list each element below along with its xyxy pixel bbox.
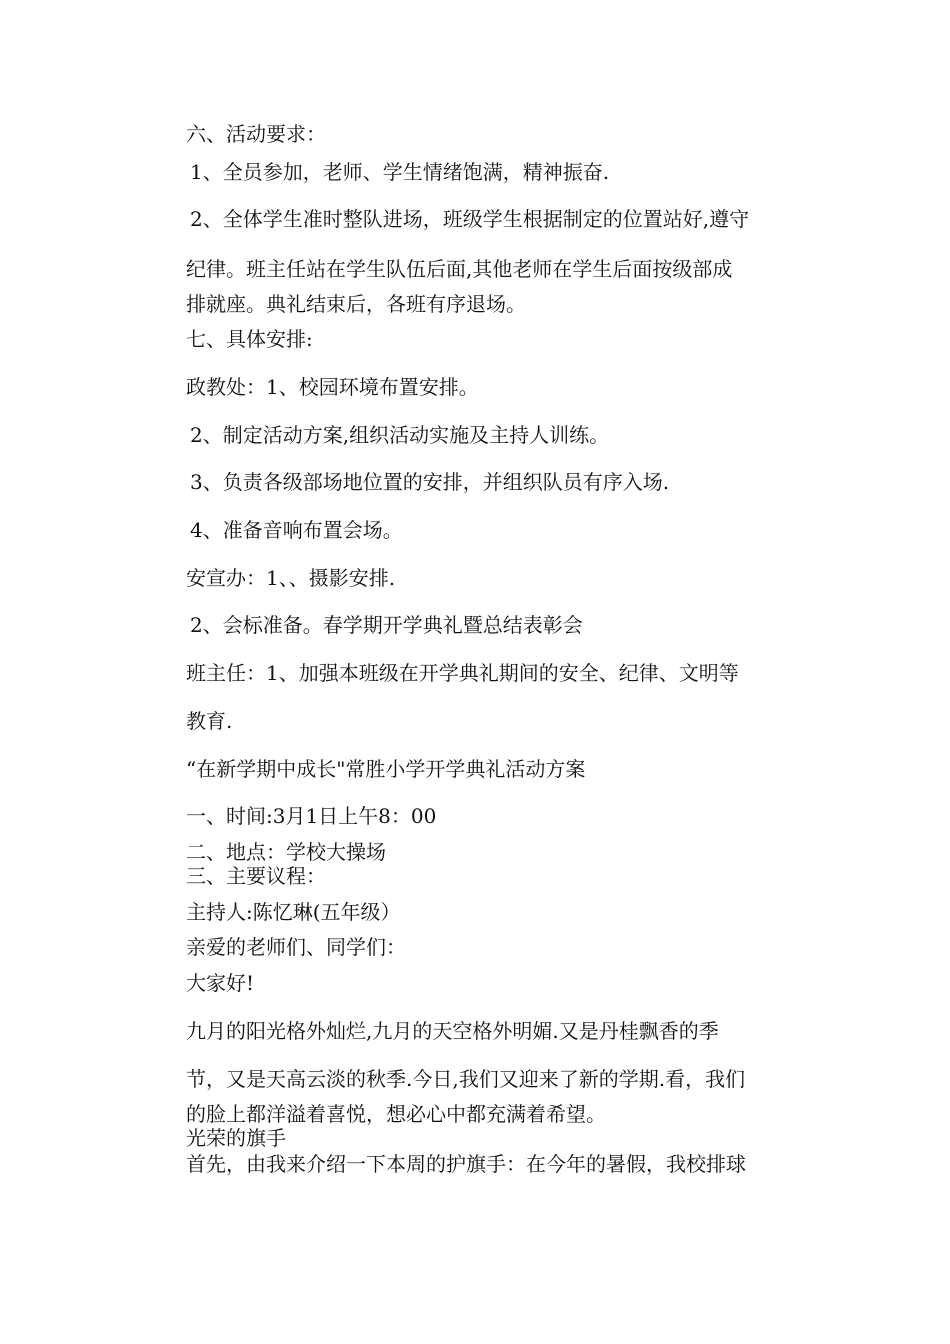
document-title: “在新学期中成长"常胜小学开学典礼活动方案 (186, 757, 586, 781)
paragraph-line: 节，又是天高云淡的秋季.今日,我们又迎来了新的学期.看，我们 (186, 1067, 746, 1091)
paragraph-line: 的脸上都洋溢着喜悦，想必心中都充满着希望。 (186, 1102, 606, 1126)
paragraph-line: 2、会标准备。春学期开学典礼暨总结表彰会 (190, 613, 583, 637)
paragraph-line: 2、全体学生准时整队进场，班级学生根据制定的位置站好,遵守 (190, 207, 750, 231)
paragraph-line: 首先，由我来介绍一下本周的护旗手：在今年的暑假，我校排球 (186, 1152, 746, 1176)
paragraph-line: 教育. (186, 709, 233, 733)
paragraph-line: 光荣的旗手 (186, 1126, 286, 1150)
paragraph-line: 4、准备音响布置会场。 (190, 518, 403, 542)
paragraph-line: 一、时间:3月1日上午8：00 (186, 804, 437, 828)
paragraph-line: 大家好! (186, 971, 255, 995)
section-heading-arrangements: 七、具体安排: (186, 327, 313, 351)
section-heading-activity-requirements: 六、活动要求： (186, 122, 326, 146)
paragraph-line: 二、地点：学校大操场 (186, 840, 386, 864)
paragraph-line: 纪律。班主任站在学生队伍后面,其他老师在学生后面按级部成 (186, 257, 733, 281)
paragraph-line: 2、制定活动方案,组织活动实施及主持人训练。 (190, 423, 610, 447)
paragraph-line: 政教处：1、校园环境布置安排。 (186, 375, 479, 399)
paragraph-line: 安宣办：1、、摄影安排. (186, 566, 396, 590)
paragraph-line: 三、主要议程： (186, 864, 326, 888)
paragraph-line: 3、负责各级部场地位置的安排，并组织队员有序入场. (190, 470, 670, 494)
paragraph-line: 1、全员参加，老师、学生情绪饱满，精神振奋. (190, 160, 610, 184)
paragraph-line: 排就座。典礼结束后，各班有序退场。 (186, 292, 526, 316)
paragraph-line: 班主任：1、加强本班级在开学典礼期间的安全、纪律、文明等 (186, 661, 739, 685)
paragraph-line: 主持人:陈忆琳(五年级） (186, 900, 401, 924)
paragraph-line: 亲爱的老师们、同学们： (186, 935, 406, 959)
paragraph-line: 九月的阳光格外灿烂,九月的天空格外明媚.又是丹桂飘香的季 (186, 1019, 719, 1043)
